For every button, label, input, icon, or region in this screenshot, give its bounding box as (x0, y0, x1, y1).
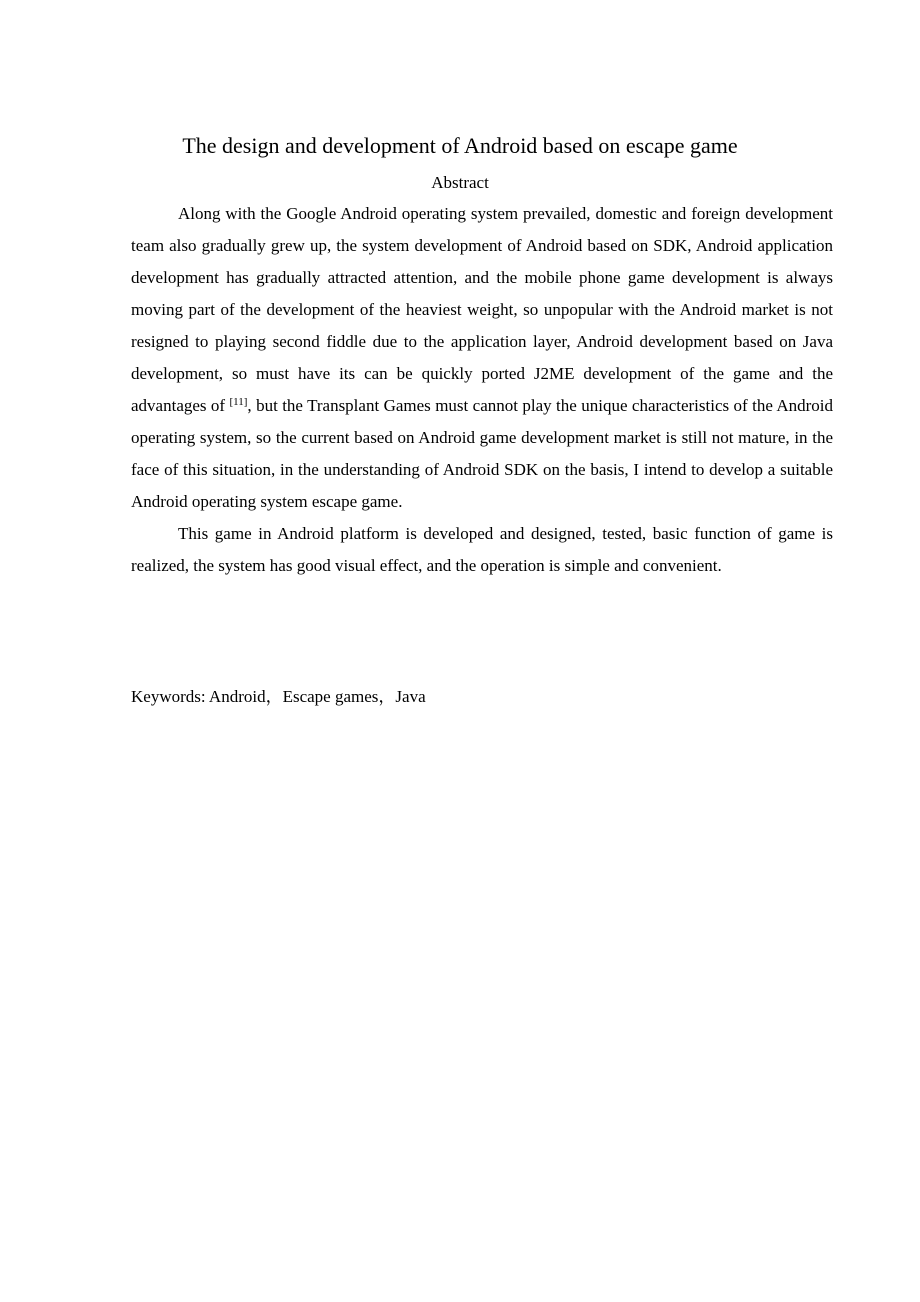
abstract-body (131, 198, 833, 582)
abstract-heading: Abstract (431, 173, 489, 192)
abstract-paragraph-2: This game in Android platform is developed and designed, tested, basic function of game is realized, the system has good visual effect, and the operation is simple and convenient. (131, 524, 833, 575)
paper-title: The design and development of Android based on escape game (182, 133, 738, 158)
paragraph-1-text-before-citation: Along with the Google Android operating system prevailed, domestic and foreign development team also gradually grew up, the system development of Android based on SDK, Android application development has gradually attracted attention, and the mobile phone game development is always moving part of the development of the heaviest weight, so unpopular with the Android market is not resigned to playing second fiddle due to the application layer, Android development based on Java development, so must have its can be quickly ported J2ME development of the game and the advantages of (131, 204, 833, 415)
keyword-item: Java (395, 687, 426, 706)
citation-marker: [11] (229, 396, 248, 408)
keyword-item: Escape games (282, 687, 379, 706)
paragraph-1-text-after-citation: , but the Transplant Games must cannot play the unique characteristics of the Android operating system, so the current based on Android game development market is still not mature, in the face of this situation, in the understanding of Android SDK on the basis, I intend to develop a suitable Android operating system escape game. (131, 396, 833, 511)
keywords-label: Keywords: (131, 687, 209, 706)
abstract-paragraph-1 (131, 198, 833, 518)
keyword-item: Android (208, 687, 266, 706)
keyword-separator: ， (378, 687, 396, 706)
keyword-separator: ， (265, 687, 283, 706)
keywords-line (131, 681, 426, 713)
